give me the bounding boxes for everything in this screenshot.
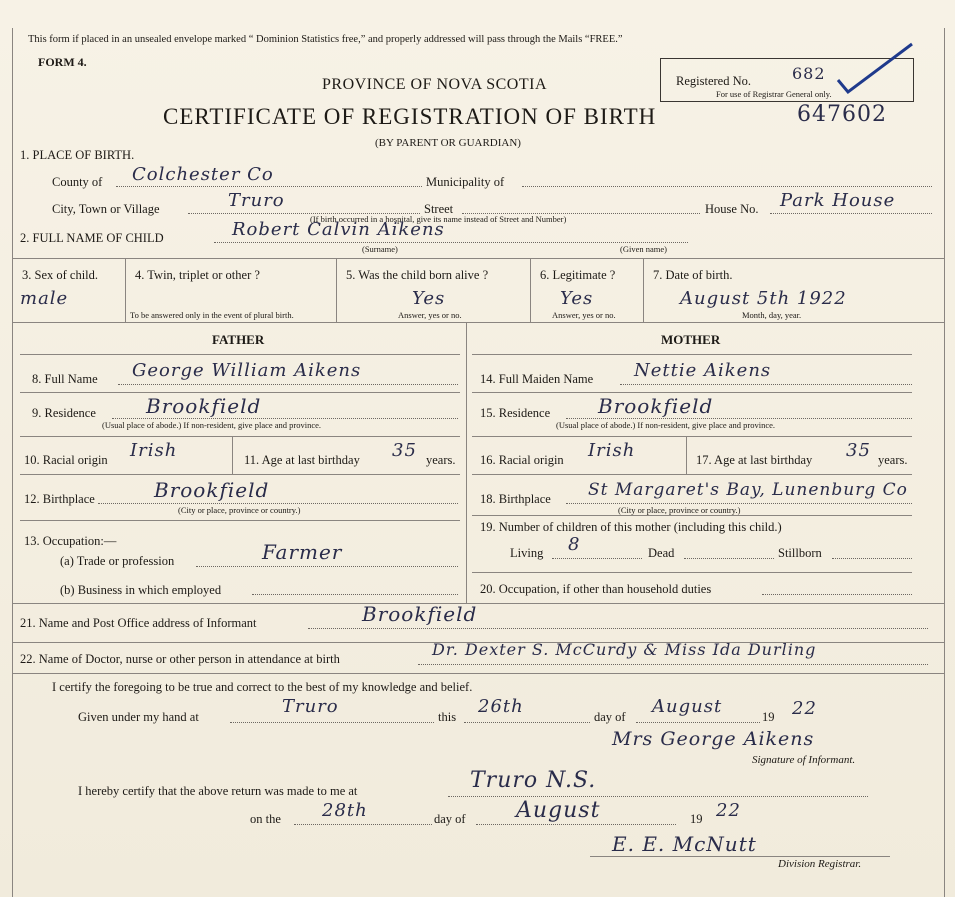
given-year-value: 22	[792, 698, 817, 719]
year-prefix: 19	[762, 710, 775, 724]
given-day-value: 26th	[478, 696, 524, 717]
certificate-number: 647602	[797, 102, 887, 127]
street-label: Street	[424, 202, 454, 216]
left-border	[12, 28, 13, 897]
mother-birthplace-label: 18. Birthplace	[480, 492, 551, 506]
registrar-signature: E. E. McNutt	[612, 832, 757, 856]
living-value: 8	[568, 534, 581, 555]
sex-label: 3. Sex of child.	[22, 268, 99, 282]
stillborn-label: Stillborn	[778, 546, 822, 560]
mother-header: MOTHER	[661, 332, 721, 347]
mother-birthplace-note: (City or place, province or country.)	[618, 505, 741, 515]
registrar-general-note: For use of Registrar General only.	[716, 89, 832, 99]
right-border	[944, 28, 945, 897]
mother-residence-value: Brookfield	[598, 394, 714, 418]
return-day-of-label: day of	[434, 812, 466, 826]
hospital-note: (If birth occurred in a hospital, give its name instead of Street and Number)	[310, 214, 567, 224]
certificate-title: CERTIFICATE OF REGISTRATION OF BIRTH	[163, 104, 657, 129]
mother-birthplace-value: St Margaret's Bay, Lunenburg Co	[588, 480, 908, 500]
father-residence-note: (Usual place of abode.) If non-resident, give place and province.	[102, 420, 322, 430]
father-racial-value: Irish	[130, 440, 178, 461]
twin-label: 4. Twin, triplet or other ?	[135, 268, 260, 282]
father-name-value: George William Aikens	[132, 360, 362, 381]
born-alive-value: Yes	[412, 288, 446, 309]
business-label: (b) Business in which employed	[60, 583, 222, 597]
dead-label: Dead	[648, 546, 675, 560]
mother-name-value: Nettie Aikens	[634, 360, 772, 381]
return-year-prefix: 19	[690, 812, 703, 826]
form-number: FORM 4.	[38, 55, 87, 69]
father-birthplace-note: (City or place, province or country.)	[178, 505, 301, 515]
doctor-label: 22. Name of Doctor, nurse or other person in attendance at birth	[20, 652, 340, 666]
born-alive-label: 5. Was the child born alive ?	[346, 268, 489, 282]
informant-address-value: Brookfield	[362, 602, 478, 626]
twin-note: To be answered only in the event of plural birth.	[130, 310, 294, 320]
place-of-birth-label: 1. PLACE OF BIRTH.	[20, 148, 135, 162]
mother-age-value: 35	[846, 440, 871, 461]
trade-value: Farmer	[262, 540, 343, 564]
this-label: this	[438, 710, 457, 724]
registrar-caption: Division Registrar.	[778, 858, 862, 870]
given-name-caption: (Given name)	[620, 244, 667, 254]
given-month-value: August	[652, 696, 723, 717]
return-place-value: Truro N.S.	[470, 768, 597, 793]
province-title: PROVINCE OF NOVA SCOTIA	[322, 76, 548, 93]
given-place-value: Truro	[282, 696, 339, 717]
sex-value: male	[20, 288, 69, 309]
father-racial-label: 10. Racial origin	[24, 453, 108, 467]
registered-number: 682	[792, 64, 826, 83]
trade-label: (a) Trade or profession	[60, 554, 175, 568]
mother-residence-label: 15. Residence	[480, 406, 551, 420]
given-under-label: Given under my hand at	[78, 710, 199, 724]
day-of-label: day of	[594, 710, 626, 724]
county-label: County of	[52, 175, 103, 189]
surname-caption: (Surname)	[362, 244, 398, 254]
return-day-value: 28th	[322, 800, 368, 821]
dob-note: Month, day, year.	[742, 310, 802, 320]
registered-label: Registered No.	[676, 74, 751, 88]
mother-racial-value: Irish	[588, 440, 636, 461]
mother-racial-label: 16. Racial origin	[480, 453, 564, 467]
mother-occupation-label: 20. Occupation, if other than household duties	[480, 582, 712, 596]
mother-residence-note: (Usual place of abode.) If non-resident, give place and province.	[556, 420, 776, 430]
occupation-label: 13. Occupation:—	[24, 534, 117, 548]
house-value: Park House	[780, 190, 896, 211]
date-of-birth-label: 7. Date of birth.	[653, 268, 733, 282]
county-value: Colchester Co	[132, 164, 274, 185]
mother-years-label: years.	[878, 453, 908, 467]
city-label: City, Town or Village	[52, 202, 160, 216]
house-no-label: House No.	[705, 202, 759, 216]
city-value: Truro	[228, 190, 285, 211]
father-name-label: 8. Full Name	[32, 372, 98, 386]
father-age-label: 11. Age at last birthday	[244, 453, 360, 467]
certify-statement: I certify the foregoing to be true and correct to the best of my knowledge and belief.	[52, 680, 473, 694]
mother-name-label: 14. Full Maiden Name	[480, 372, 594, 386]
father-residence-label: 9. Residence	[32, 406, 96, 420]
father-header: FATHER	[212, 332, 265, 347]
father-birthplace-label: 12. Birthplace	[24, 492, 95, 506]
postal-notice: This form if placed in an unsealed envelope marked “ Dominion Statistics free,” and properly addressed will pass through the Mails “FREE.”	[28, 34, 623, 45]
living-label: Living	[510, 546, 544, 560]
legitimate-value: Yes	[560, 288, 594, 309]
certificate-subtitle: (BY PARENT OR GUARDIAN)	[375, 137, 521, 149]
alive-note: Answer, yes or no.	[398, 310, 462, 320]
on-the-label: on the	[250, 812, 281, 826]
return-year-value: 22	[716, 800, 741, 821]
date-of-birth-value: August 5th 1922	[680, 288, 847, 309]
full-name-label: 2. FULL NAME OF CHILD	[20, 231, 164, 245]
informant-signature-caption: Signature of Informant.	[752, 754, 856, 766]
doctor-value: Dr. Dexter S. McCurdy & Miss Ida Durling	[432, 640, 817, 659]
municipality-label: Municipality of	[426, 175, 505, 189]
children-label: 19. Number of children of this mother (including this child.)	[480, 520, 782, 534]
father-birthplace-value: Brookfield	[154, 478, 270, 502]
father-age-value: 35	[392, 440, 417, 461]
return-month-value: August	[516, 798, 601, 823]
legitimate-label: 6. Legitimate ?	[540, 268, 616, 282]
father-years-label: years.	[426, 453, 456, 467]
child-name-value: Robert Calvin Aikens	[232, 219, 445, 240]
informant-signature: Mrs George Aikens	[612, 728, 815, 750]
mother-age-label: 17. Age at last birthday	[696, 453, 813, 467]
father-residence-value: Brookfield	[146, 394, 262, 418]
check-mark-icon	[830, 38, 920, 98]
return-statement: I hereby certify that the above return was made to me at	[78, 784, 358, 798]
informant-address-label: 21. Name and Post Office address of Informant	[20, 616, 257, 630]
legit-note: Answer, yes or no.	[552, 310, 616, 320]
